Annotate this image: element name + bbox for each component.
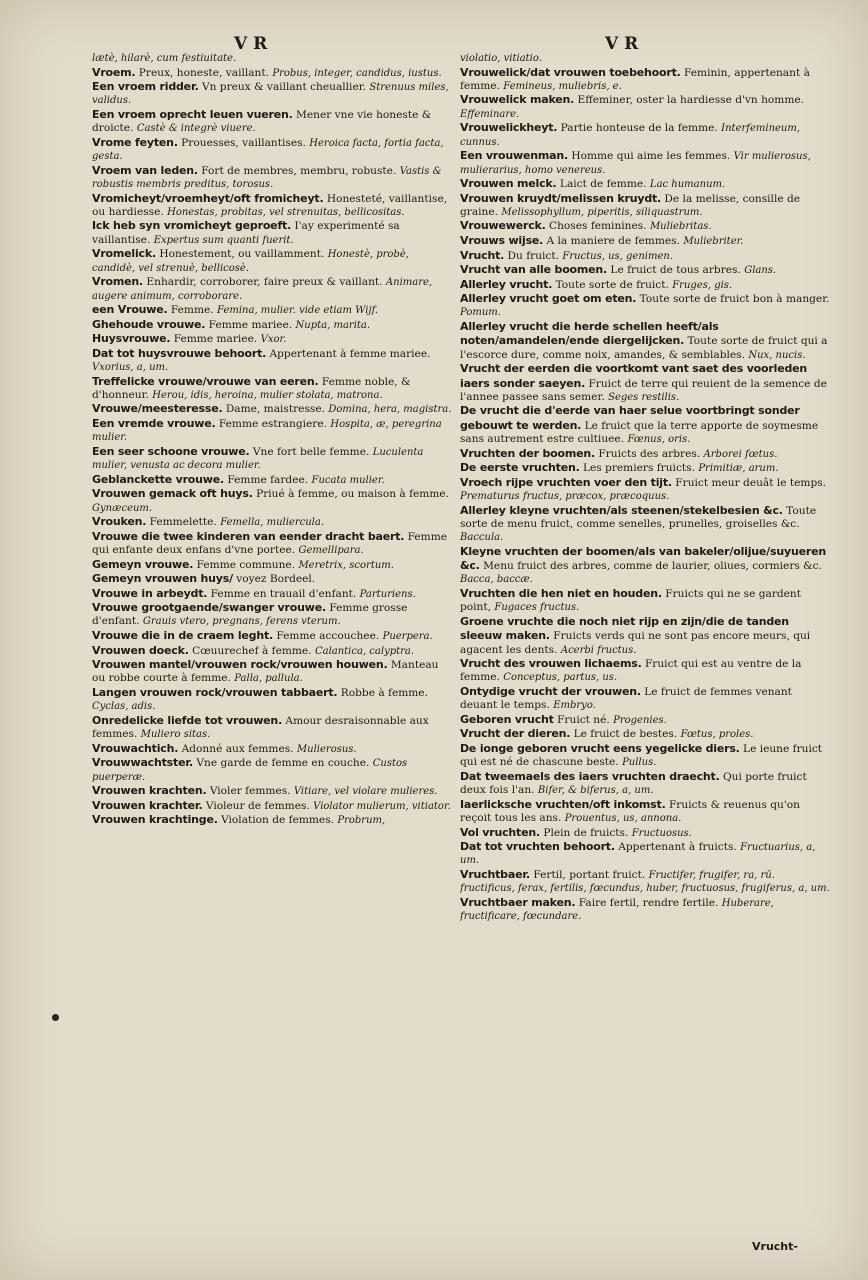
french-definition: Toute sorte de fruict bon à manger. <box>639 293 830 306</box>
headword: Vrouwen mantel/vrouwen rock/vrouwen houwen. <box>92 658 388 672</box>
dictionary-entry <box>92 799 455 813</box>
dictionary-entry <box>92 247 455 275</box>
french-definition: De la melisse, consille de graine. <box>460 192 801 218</box>
headword: Dat tweemaels des iaers vruchten draecht. <box>460 769 720 783</box>
headword: Vrouwen melck. <box>460 177 557 191</box>
headword: Vrucht van alle boomen. <box>460 263 608 277</box>
french-definition: Fruict qui est au ventre de la femme. <box>460 658 802 684</box>
french-definition: Feminin, appertenant à femme. <box>460 66 810 92</box>
headword: De vrucht die d'eerde van haer selue voortbringt sonder gebouwt te werden. <box>460 404 800 432</box>
latin-equivalent: Meretrix, scortum. <box>298 559 394 571</box>
headword: Huysvrouwe. <box>92 332 171 346</box>
latin-equivalent: Gynæceum. <box>92 502 153 514</box>
french-definition: Femme estrangiere. <box>218 417 327 430</box>
french-definition: Enhardir, corroborer, faire preux & vaillant. <box>146 276 383 289</box>
latin-equivalent: Muliero sitas. <box>140 729 211 741</box>
french-definition: Violeur de femmes. <box>205 799 310 812</box>
latin-equivalent: Vxor. <box>260 334 287 346</box>
french-definition: Robbe à femme. <box>340 686 428 699</box>
dictionary-entry <box>460 234 830 248</box>
headword: Vroech rijpe vruchten voer den tijt. <box>460 475 672 489</box>
french-definition: Toute sorte de fruict. <box>555 278 669 291</box>
headword: Allerley vrucht. <box>460 277 553 291</box>
french-definition: Amour desraisonnable aux femmes. <box>92 714 429 741</box>
dictionary-entry <box>460 476 830 504</box>
latin-equivalent: Embryo. <box>553 700 596 712</box>
latin-equivalent: Probus, integer, candidus, iustus. <box>272 67 442 79</box>
headword: Vrouken. <box>92 515 147 529</box>
dictionary-entry <box>92 164 455 192</box>
french-definition: Femme mariee. <box>208 318 293 331</box>
dictionary-entry <box>92 52 455 65</box>
latin-equivalent: Vitiare, vel violare mulieres. <box>293 786 438 798</box>
french-definition: Manteau ou robbe courte à femme. <box>92 659 439 685</box>
dictionary-entry <box>460 93 830 121</box>
margin-dot <box>52 1014 59 1021</box>
latin-equivalent: Bifer, & biferus, a, um. <box>537 785 654 797</box>
french-definition: Toute sorte de menu fruict, comme senelles, prunelles, groiselles &c. <box>460 504 817 530</box>
headword: De eerste vruchten. <box>460 461 580 475</box>
french-definition: Fruicts des arbres. <box>598 447 701 460</box>
french-definition: Vne fort belle femme. <box>252 445 370 458</box>
latin-equivalent: Muliebriter. <box>683 235 744 247</box>
dictionary-entry <box>460 292 830 320</box>
latin-equivalent: Calantica, calyptra. <box>314 645 415 657</box>
latin-equivalent: Conceptus, partus, us. <box>503 672 618 684</box>
headword: Vruchtbaer. <box>460 867 530 881</box>
headword: Vrouwen krachten. <box>92 784 207 798</box>
headword: Vrouwwachtster. <box>92 756 193 770</box>
latin-equivalent: Bacca, baccæ. <box>460 574 533 586</box>
french-definition: Honesteté, vaillantise, ou hardiesse. <box>92 192 448 218</box>
dictionary-entry <box>92 644 455 658</box>
dictionary-entry <box>92 473 455 487</box>
french-definition: Toute sorte de fruict qui a l'escorce dure, comme noix, amandes, & semblables. <box>460 335 828 361</box>
dictionary-entry <box>460 121 830 149</box>
latin-equivalent: Fœtus, proles. <box>680 729 754 741</box>
french-definition: Adonné aux femmes. <box>181 742 294 755</box>
latin-equivalent: Custos puerperæ. <box>92 758 408 783</box>
dictionary-entry <box>92 402 455 416</box>
headword: Vrucht der dieren. <box>460 727 571 741</box>
latin-equivalent: Puerpera. <box>382 630 433 642</box>
dictionary-entry <box>92 756 455 784</box>
header-right: V R <box>605 34 639 54</box>
french-definition: Le fruict que la terre apporte de soymesme sans autrement estre cultiuee. <box>460 419 819 446</box>
french-definition: Dame, maistresse. <box>225 403 325 416</box>
dictionary-entry <box>460 461 830 475</box>
french-definition: Du fruict. <box>507 249 559 262</box>
latin-equivalent: Huberare, fructificare, fœcundare. <box>460 897 774 923</box>
dictionary-entry <box>460 868 830 896</box>
headword: Vrucht. <box>460 248 505 262</box>
dictionary-entry <box>460 615 830 657</box>
french-definition: Menu fruict des arbres, comme de laurier, oliues, cormiers &c. <box>483 560 822 573</box>
headword: Gemeyn vrouwe. <box>92 557 194 571</box>
left-column <box>92 52 455 1232</box>
latin-equivalent: Nux, nucis. <box>748 349 806 361</box>
latin-equivalent: Honestas, probitas, vel strenuitas, bellicositas. <box>167 206 405 218</box>
headword: Een vrouwenman. <box>460 149 568 163</box>
latin-equivalent: Fructus, us, genimen. <box>562 250 673 262</box>
latin-equivalent: Lac humanum. <box>649 179 726 191</box>
dictionary-entry <box>460 742 830 770</box>
french-definition: Fertil, portant fruict. <box>533 868 646 881</box>
dictionary-entry <box>460 587 830 615</box>
headword: Dat tot huysvrouwe behoort. <box>92 346 267 360</box>
dictionary-entry <box>92 784 455 798</box>
dictionary-entry <box>92 80 455 108</box>
dictionary-entry <box>92 587 455 601</box>
french-definition: Le fruict de tous arbres. <box>610 264 741 277</box>
headword: Allerley vrucht die herde schellen heeft/als noten/amandelen/ende diergelijcken. <box>460 319 719 348</box>
dictionary-entry <box>92 629 455 643</box>
headword: Een vroem oprecht leuen vueren. <box>92 107 293 121</box>
latin-equivalent: Strenuus miles, validus. <box>92 82 449 107</box>
dictionary-entry <box>92 686 455 714</box>
dictionary-entry <box>460 798 830 826</box>
latin-equivalent: Muliebritas. <box>649 221 712 233</box>
dictionary-entry <box>92 347 455 375</box>
headword: een Vrouwe. <box>92 303 168 317</box>
headword: Vrome feyten. <box>92 135 178 149</box>
french-definition: Femme grosse d'enfant. <box>92 602 408 628</box>
latin-equivalent: Fructifer, frugifer, ra, rū. fructificus, ferax, fertilis, fœcundus, huber, fructuosus, frugiferus, a, um. <box>460 869 830 895</box>
french-definition: Laict de femme. <box>559 178 647 191</box>
headword: Een vroem ridder. <box>92 80 199 94</box>
dictionary-entry <box>92 303 455 317</box>
headword: Groene vruchte die noch niet rijp en zijn/die de tanden sleeuw maken. <box>460 614 789 643</box>
latin-equivalent: Vir mulierosus, mulierarius, homo venereus. <box>460 151 811 176</box>
latin-equivalent: Fructuosus. <box>631 827 692 839</box>
headword: Vrouws wijse. <box>460 233 544 247</box>
french-definition: Appertenant à fruicts. <box>618 841 737 854</box>
french-definition: Fort de membres, membru, robuste. <box>201 164 397 177</box>
french-definition: Fruicts verds qui ne sont pas encore meurs, qui agacent les dents. <box>460 630 811 656</box>
french-definition: Fruict meur deuât le temps. <box>675 476 827 489</box>
dictionary-entry <box>460 657 830 685</box>
latin-equivalent: Fugaces fructus. <box>494 602 580 614</box>
latin-equivalent: Pomum. <box>460 307 501 319</box>
headword: Vrouwen krachtinge. <box>92 813 218 827</box>
latin-equivalent: Glans. <box>744 265 777 277</box>
dictionary-entry <box>460 52 830 65</box>
dictionary-entry <box>460 219 830 233</box>
latin-equivalent: lætè, hilarè, cum festiuitate. <box>92 53 237 64</box>
headword: Vruchtbaer maken. <box>460 895 576 909</box>
dictionary-entry <box>92 813 455 827</box>
headword: Geblanckette vrouwe. <box>92 472 224 486</box>
dictionary-entry <box>92 275 455 303</box>
dictionary-entry <box>460 713 830 727</box>
dictionary-entry <box>460 149 830 177</box>
latin-equivalent: Interfemineum, cunnus. <box>460 123 801 148</box>
latin-equivalent: Acerbi fructus. <box>560 644 637 656</box>
dictionary-entry <box>460 504 830 545</box>
french-definition: Le fruict de femmes venant deuant le temps. <box>460 685 792 712</box>
dictionary-entry <box>92 136 455 164</box>
latin-equivalent: Fœnus, oris. <box>627 434 691 446</box>
latin-equivalent: Arborei fœtus. <box>703 448 778 460</box>
headword: Een vremde vrouwe. <box>92 416 216 430</box>
french-definition: Femme mariee. <box>173 333 258 346</box>
latin-equivalent: Animare, augere animum, corroborare. <box>92 277 433 302</box>
dictionary-entry <box>460 685 830 713</box>
french-definition: Preux, honeste, vaillant. <box>138 66 269 79</box>
dictionary-entry <box>92 417 455 445</box>
french-definition: Appertenant à femme mariee. <box>269 347 431 360</box>
latin-equivalent: Palla, pallula. <box>234 673 303 685</box>
latin-equivalent: Femella, muliercula. <box>220 517 325 529</box>
headword: Iaerlicksche vruchten/oft inkomst. <box>460 797 666 811</box>
french-definition: A la maniere de femmes. <box>546 234 680 247</box>
headword: Vrouwe/meesteresse. <box>92 402 223 416</box>
french-definition: I'ay experimenté sa vaillantise. <box>92 220 400 246</box>
headword: Vrouwewerck. <box>460 219 546 233</box>
french-definition: Femme qui enfante deux enfans d'vne portee. <box>92 530 448 556</box>
dictionary-entry <box>92 714 455 742</box>
dictionary-entry <box>460 278 830 292</box>
dictionary-entry <box>460 66 830 94</box>
dictionary-entry <box>460 320 830 362</box>
dictionary-entry <box>92 219 455 247</box>
dictionary-entry <box>460 727 830 741</box>
latin-equivalent: Pullus. <box>622 757 657 769</box>
latin-equivalent: Heroica facta, fortia facta, gesta. <box>92 137 444 163</box>
headword: Vrucht der eerden die voortkomt vant saet des voorleden iaers sonder saeyen. <box>460 362 808 390</box>
headword: Vrouwen doeck. <box>92 643 189 657</box>
headword: Gemeyn vrouwen huys/ <box>92 572 233 586</box>
headword: Allerley vrucht goet om eten. <box>460 292 637 306</box>
french-definition: voyez Bordeel. <box>236 573 316 586</box>
headword: Kleyne vruchten der boomen/als van bakeler/olijue/suyueren &c. <box>460 544 826 573</box>
french-definition: Les premiers fruicts. <box>582 462 695 475</box>
french-definition: Fruicts qui ne se gardent point, <box>460 588 802 614</box>
latin-equivalent: Vxorius, a, um. <box>92 362 169 373</box>
headword: Vromen. <box>92 275 144 289</box>
french-definition: Honestement, ou vaillamment. <box>159 248 325 261</box>
french-definition: Fruicts & reuenus qu'on reçoit tous les ans. <box>460 798 800 824</box>
latin-equivalent: Expertus sum quanti fuerit. <box>153 234 294 246</box>
headword: Vrucht des vrouwen lichaems. <box>460 657 642 671</box>
right-column <box>460 52 830 1232</box>
dictionary-entry <box>92 742 455 756</box>
headword: Vrouwelickheyt. <box>460 121 558 135</box>
latin-equivalent: Primitiæ, arum. <box>698 463 779 475</box>
header-left: V R <box>234 34 268 54</box>
headword: Vroem van leden. <box>92 163 198 177</box>
latin-equivalent: Prematurus fructus, præcox, præcoquus. <box>460 491 670 503</box>
headword: Vrouwen kruydt/melissen kruydt. <box>460 191 662 205</box>
french-definition: Plein de fruicts. <box>543 826 629 839</box>
latin-equivalent: Effeminare. <box>460 108 520 120</box>
french-definition: Faire fertil, rendre fertile. <box>578 896 719 909</box>
headword: Vrouwelick/dat vrouwen toebehoort. <box>460 65 681 79</box>
dictionary-entry <box>92 66 455 80</box>
french-definition: Mener vne vie honeste & droicte. <box>92 108 432 135</box>
headword: Vrouwe in arbeydt. <box>92 586 208 600</box>
catchword: Vrucht- <box>752 1240 798 1253</box>
dictionary-entry <box>92 108 455 136</box>
french-definition: Prouesses, vaillantises. <box>181 136 306 149</box>
latin-equivalent: Castè & integrè viuere. <box>136 123 256 135</box>
headword: Vrouwen krachter. <box>92 798 203 812</box>
dictionary-entry <box>460 404 830 446</box>
dictionary-entry <box>92 558 455 572</box>
french-definition: Femme. <box>170 304 214 317</box>
latin-equivalent: Mulierosus. <box>296 743 357 755</box>
headword: Onredelicke liefde tot vrouwen. <box>92 713 283 727</box>
latin-equivalent: Fructuarius, a, um. <box>460 842 816 867</box>
headword: Dat tot vruchten behoort. <box>460 840 615 854</box>
latin-equivalent: Parturiens. <box>359 588 416 600</box>
latin-equivalent: Grauis vtero, pregnans, ferens vterum. <box>142 616 341 628</box>
dictionary-entry <box>92 515 455 529</box>
dictionary-entry <box>460 192 830 220</box>
french-definition: Violation de femmes. <box>221 814 334 827</box>
french-definition: Violer femmes. <box>209 785 291 798</box>
dictionary-entry <box>460 826 830 840</box>
french-definition: Homme qui aime les femmes. <box>571 150 731 163</box>
french-definition: Partie honteuse de la femme. <box>560 122 718 135</box>
french-definition: Priué à femme, ou maison à femme. <box>256 488 449 501</box>
latin-equivalent: Nupta, marita. <box>295 319 371 331</box>
dictionary-entry <box>460 362 830 404</box>
dictionary-entry <box>460 447 830 461</box>
headword: Ghehoude vrouwe. <box>92 317 206 331</box>
headword: Vrouwen gemack oft huys. <box>92 487 253 501</box>
french-definition: Femmelette. <box>149 516 217 529</box>
headword: Treffelicke vrouwe/vrouwe van eeren. <box>92 374 319 388</box>
headword: Vruchten die hen niet en houden. <box>460 587 662 600</box>
headword: Vrouwe die twee kinderen van eender dracht baert. <box>92 529 405 543</box>
latin-equivalent: Luculenta mulier, venusta ac decora mulier. <box>92 446 424 472</box>
french-definition: Femme fardee. <box>227 473 309 486</box>
latin-equivalent: Prouentus, us, annona. <box>564 813 682 824</box>
latin-equivalent: Hospita, æ, peregrina mulier. <box>92 418 442 444</box>
french-definition: Qui porte fruict deux fois l'an. <box>460 770 807 797</box>
dictionary-entry <box>92 601 455 629</box>
dictionary-entry <box>460 770 830 798</box>
french-definition: Le ieune fruict qui est né de chascune beste. <box>460 742 823 769</box>
latin-equivalent: Domina, hera, magistra. <box>328 404 452 416</box>
dictionary-entry <box>92 332 455 346</box>
dictionary-entry <box>460 249 830 263</box>
french-definition: Femme en trauail d'enfant. <box>210 587 357 600</box>
latin-equivalent: Fucata mulier. <box>311 474 385 486</box>
headword: Vrouwe die in de craem leght. <box>92 628 274 642</box>
latin-equivalent: Femineus, muliebris, e. <box>503 80 622 92</box>
headword: Ick heb syn vromicheyt geproeft. <box>92 219 292 233</box>
headword: Geboren vrucht <box>460 712 554 726</box>
headword: Langen vrouwen rock/vrouwen tabbaert. <box>92 685 338 699</box>
latin-equivalent: Progenies. <box>613 714 667 726</box>
french-definition: Femme commune. <box>196 558 296 571</box>
french-definition: Effeminer, oster la hardiesse d'vn homme. <box>577 94 804 107</box>
french-definition: Cœuurechef à femme. <box>192 644 312 657</box>
latin-equivalent: Melissophyllum, piperitis, siliquastrum. <box>501 206 703 218</box>
french-definition: Fruict de terre qui reuient de la semence de l'annee passee sans semer. <box>460 377 827 403</box>
headword: Vrouwachtich. <box>92 741 179 755</box>
french-definition: Le fruict de bestes. <box>573 728 678 741</box>
dictionary-entry <box>460 177 830 191</box>
dictionary-entry <box>92 487 455 515</box>
latin-equivalent: Gemellipara. <box>298 544 364 556</box>
french-definition: Femme accouchee. <box>276 629 380 642</box>
headword: Vroem. <box>92 65 136 79</box>
latin-equivalent: Violator mulierum, vitiator. <box>313 800 451 812</box>
dictionary-entry <box>92 375 455 403</box>
dictionary-entry <box>92 658 455 686</box>
headword: Vromelick. <box>92 247 156 261</box>
french-definition: Femme noble, & d'honneur. <box>92 375 411 401</box>
latin-equivalent: Probrum, <box>337 815 386 827</box>
latin-equivalent: Vastis & robustis membris preditus, torosus. <box>92 165 442 191</box>
headword: Allerley kleyne vruchten/als steenen/stekelbesien &c. <box>460 503 783 517</box>
dictionary-entry <box>92 192 455 220</box>
french-definition: Vne garde de femme en couche. <box>196 757 370 770</box>
dictionary-entry <box>92 318 455 332</box>
headword: Vrouwelick maken. <box>460 93 575 107</box>
latin-equivalent: Herou, idis, heroina, mulier stolata, matrona. <box>152 389 383 401</box>
french-definition: Choses feminines. <box>549 220 647 233</box>
dictionary-entry <box>460 840 830 868</box>
latin-equivalent: Fruges, gis. <box>672 279 733 291</box>
latin-equivalent: Seges restilis. <box>608 391 680 403</box>
headword: De ionge geboren vrucht eens yegelicke diers. <box>460 741 740 755</box>
dictionary-entry <box>92 445 455 473</box>
headword: Vrouwe grootgaende/swanger vrouwe. <box>92 601 326 615</box>
french-definition: Vn preux & vaillant cheuallier. <box>201 81 366 94</box>
headword: Vromicheyt/vroemheyt/oft fromicheyt. <box>92 191 324 205</box>
latin-equivalent: Femina, mulier. vide etiam Wijf. <box>217 305 379 317</box>
headword: Een seer schoone vrouwe. <box>92 444 250 458</box>
latin-equivalent: Honestè, probè, candidè, vel strenuè, bellicosè. <box>92 249 409 274</box>
french-definition: Fruict né. <box>557 713 610 726</box>
headword: Ontydige vrucht der vrouwen. <box>460 684 641 698</box>
headword: Vruchten der boomen. <box>460 446 596 460</box>
latin-equivalent: Baccula. <box>460 532 504 544</box>
dictionary-entry <box>460 263 830 277</box>
dictionary-entry <box>92 572 455 586</box>
dictionary-entry <box>460 545 830 587</box>
dictionary-entry <box>92 530 455 558</box>
latin-equivalent: violatio, vitiatio. <box>460 53 542 64</box>
latin-equivalent: Cyclas, adis. <box>92 701 156 713</box>
headword: Vol vruchten. <box>460 825 540 839</box>
dictionary-entry <box>460 896 830 924</box>
